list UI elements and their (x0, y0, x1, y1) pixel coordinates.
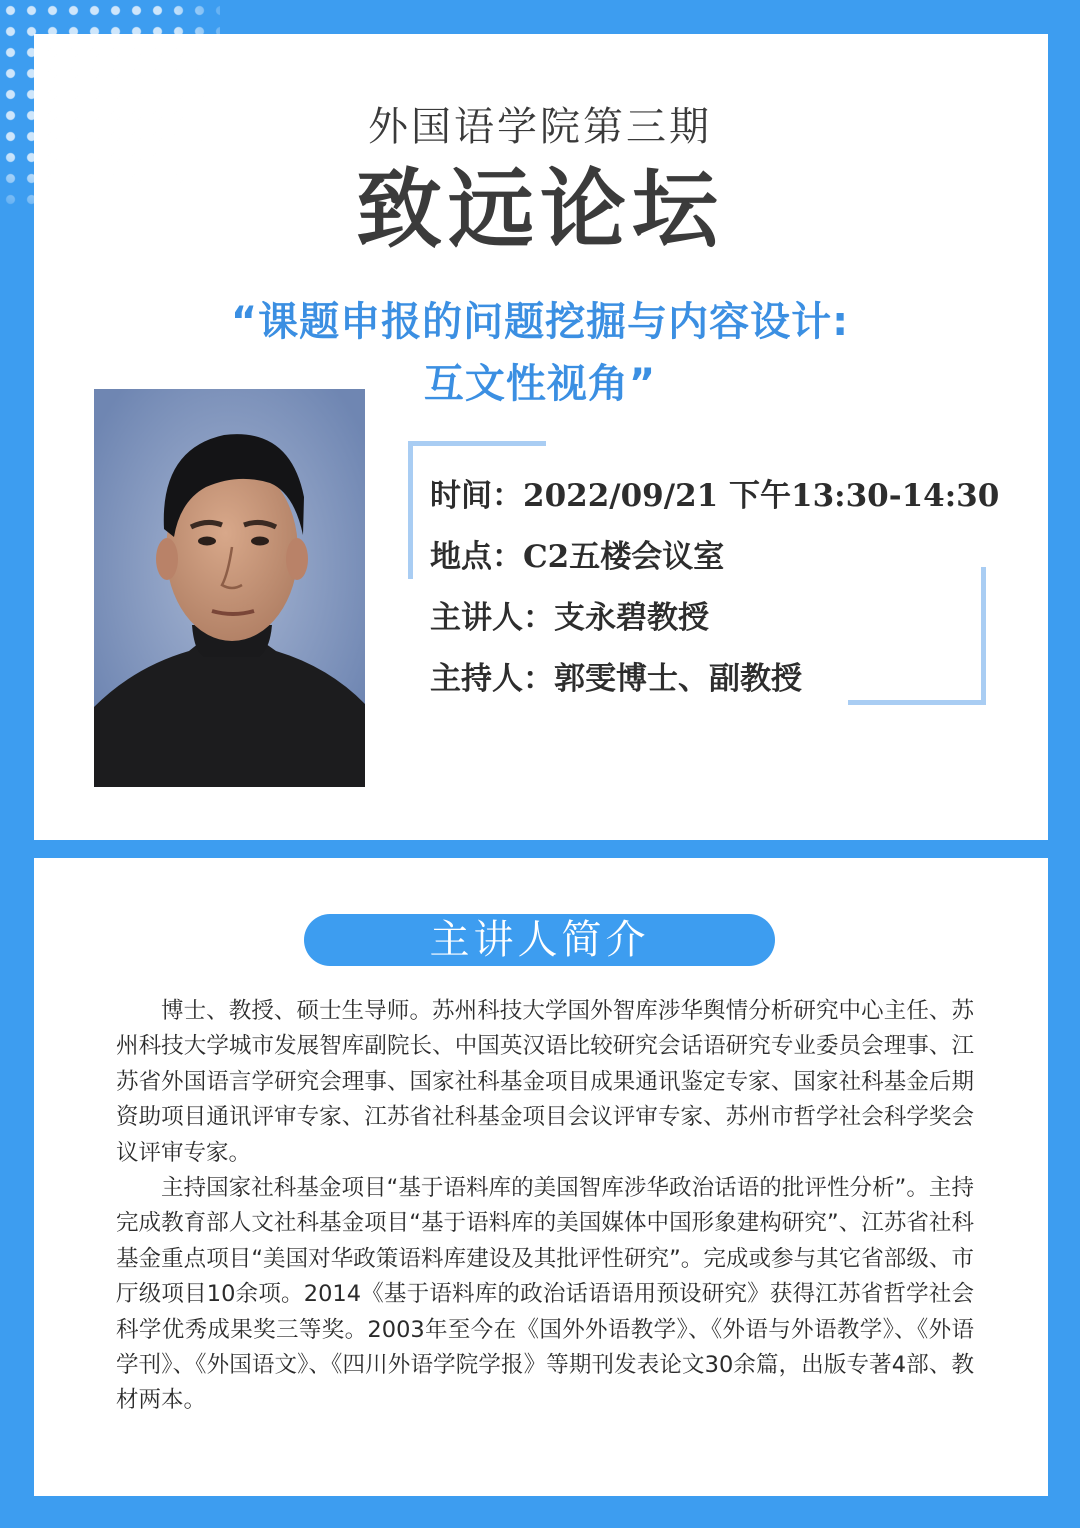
speaker-bio-paragraph-1: 博士、教授、硕士生导师。苏州科技大学国外智库涉华舆情分析研究中心主任、苏州科技大学城市发展智库副院长、中国英汉语比较研究会话语研究专业委员会理事、江苏省外国语言学研究会理事、国家社科基金项目成果通讯鉴定专家、国家社科基金后期资助项目通讯评审专家、江苏省社科基金项目会议评审专家、苏州市哲学社会科学奖会议评审专家。 (116, 998, 974, 1166)
event-host-label: 主持人： (430, 661, 554, 697)
speaker-bio-paragraph-2: 主持国家社科基金项目“基于语料库的美国智库涉华政治话语的批评性分析”。主持完成教育部人文社科基金项目“基于语料库的美国媒体中国形象建构研究”、江苏省社科基金重点项目“美国对华政策语料库建设及其批评性研究”。完成或参与其它省部级、市厅级项目10余项。2014《基于语料库的政治话语语用预设研究》获得江苏省哲学社会科学优秀成果奖三等奖。2003年至今在《国外外语教学》、《外语与外语教学》、《外语学刊》、《外国语文》、《四川外语学院学报》等期刊发表论文30余篇，出版专著4部、教材两本。 (116, 1175, 974, 1414)
event-location-value: C2五楼会议室 (523, 539, 725, 575)
speaker-intro-heading-badge: 主讲人简介 (304, 914, 775, 966)
event-time-value: 2022/09/21 下午13:30-14:30 (523, 478, 1000, 514)
forum-series-subtitle: 外国语学院第三期 (368, 104, 712, 150)
decorative-dot-pattern (0, 0, 220, 215)
event-speaker-value: 支永碧教授 (554, 600, 709, 636)
event-time-row (430, 470, 999, 515)
event-host-row (430, 653, 802, 698)
speaker-portrait-photo (94, 389, 365, 787)
event-speaker-row (430, 592, 709, 637)
lecture-topic-line2: 互文性视角” (423, 361, 657, 407)
event-location-row (430, 531, 724, 576)
event-time-label: 时间： (430, 478, 523, 514)
event-speaker-label: 主讲人： (430, 600, 554, 636)
info-frame-corner-bottom-right-horizontal (848, 700, 986, 705)
event-host-value: 郭雯博士、副教授 (554, 661, 802, 697)
portrait-illustration (94, 389, 365, 787)
forum-title: 致远论坛 (356, 160, 724, 260)
speaker-bio-text (116, 994, 974, 1419)
info-frame-corner-top-left-horizontal (408, 441, 546, 446)
event-location-label: 地点： (430, 539, 523, 575)
lecture-topic-line1: “课题申报的问题挖掘与内容设计: (230, 299, 850, 345)
info-frame-corner-top-left-vertical (408, 441, 413, 579)
info-frame-corner-bottom-right-vertical (981, 567, 986, 705)
